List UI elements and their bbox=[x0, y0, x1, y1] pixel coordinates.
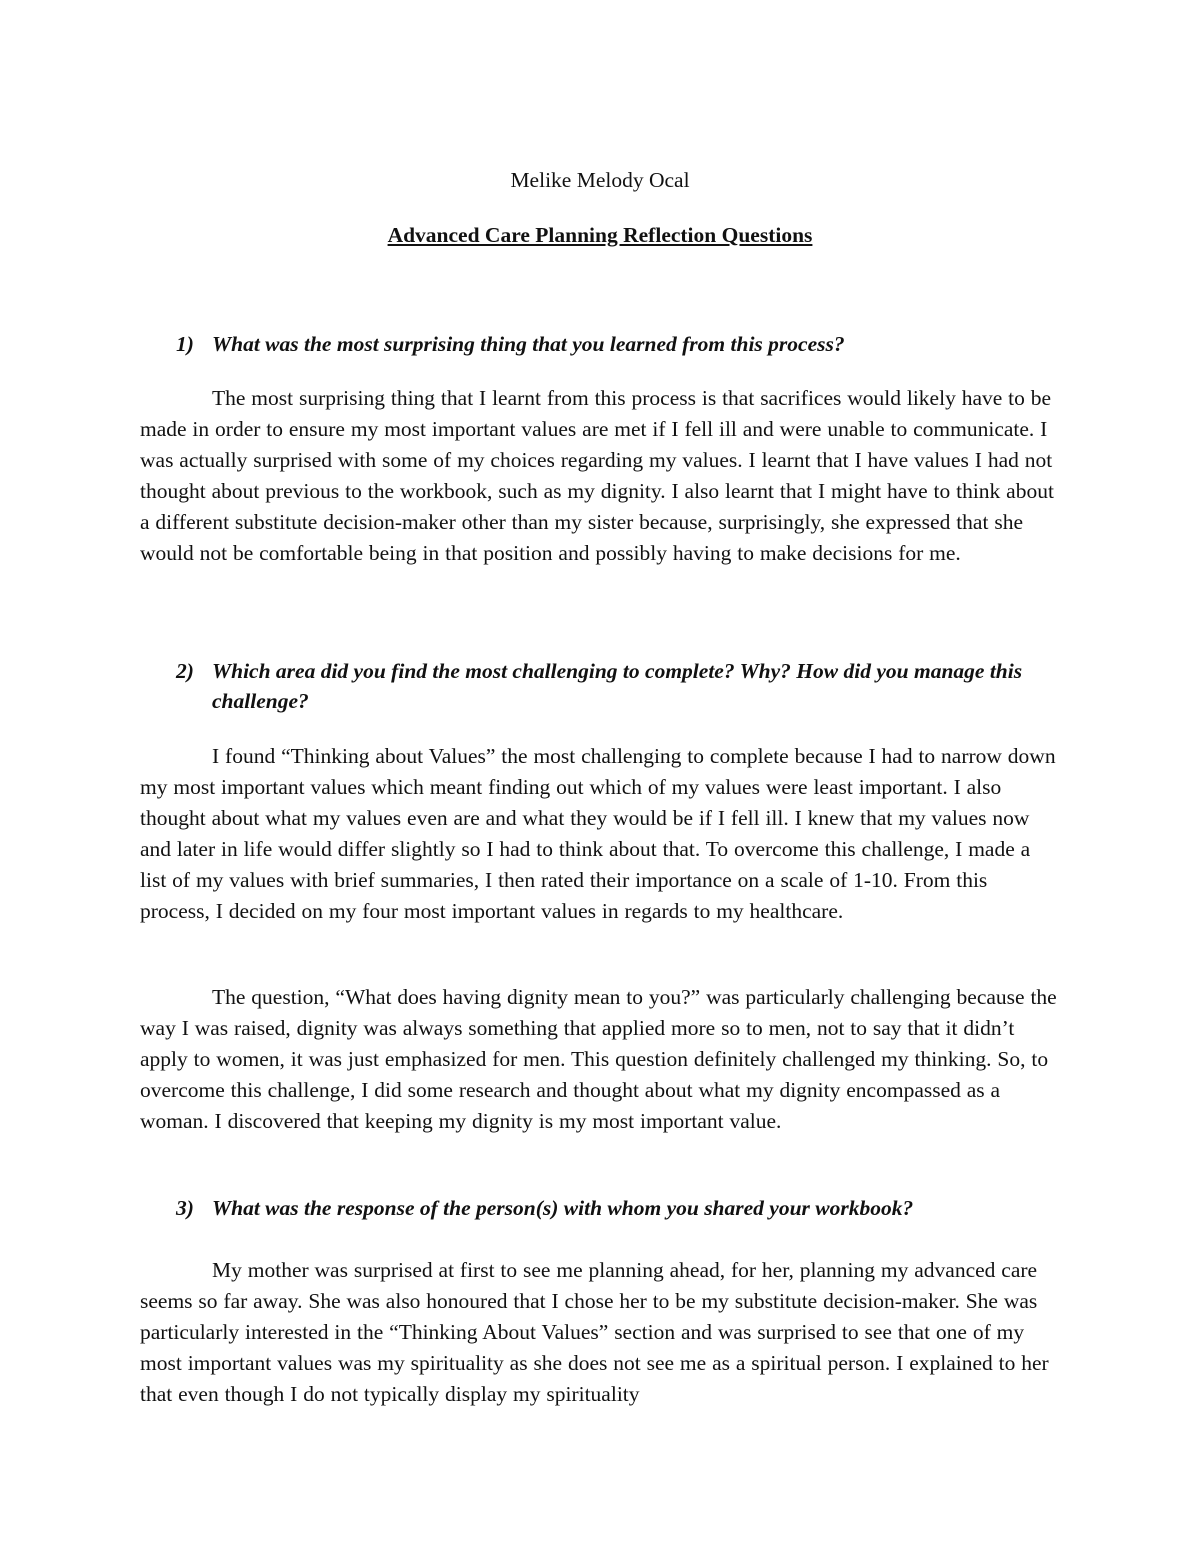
question-number: 1) bbox=[176, 332, 194, 356]
question-text: What was the response of the person(s) with whom you shared your workbook? bbox=[212, 1196, 914, 1220]
question-text: Which area did you find the most challenging to complete? Why? How did you manage this challenge? bbox=[212, 659, 1023, 713]
answer-paragraph: The most surprising thing that I learnt from this process is that sacrifices would likely have to be made in order to ensure my most important values are met if I fell ill and were unable to communicate. I was actually surprised with some of my choices regarding my values. I learnt that I have values I had not thought about previous to the workbook, such as my dignity. I also learnt that I might have to think about a different substitute decision-maker other than my sister because, surprisingly, she expressed that she would not be comfortable being in that position and possibly having to make decisions for me. bbox=[140, 386, 1054, 565]
question-text: What was the most surprising thing that you learned from this process? bbox=[212, 332, 845, 356]
question-number: 2) bbox=[176, 659, 194, 683]
question-number: 3) bbox=[176, 1196, 194, 1220]
question-1 bbox=[176, 329, 1076, 359]
answer-paragraph: I found “Thinking about Values” the most challenging to complete because I had to narrow down my most important values which meant finding out which of my values were least important. I also thought about what my values even are and what they would be if I fell ill. I knew that my values now and later in life would differ slightly so I had to think about that. To overcome this challenge, I made a list of my values with brief summaries, I then rated their importance on a scale of 1-10. From this process, I decided on my four most important values in regards to my healthcare. bbox=[140, 744, 1056, 923]
author-name: Melike Melody Ocal bbox=[510, 168, 690, 192]
question-2 bbox=[176, 656, 1076, 716]
question-3 bbox=[176, 1193, 1076, 1223]
answer-paragraph: My mother was surprised at first to see me planning ahead, for her, planning my advanced care seems so far away. She was also honoured that I chose her to be my substitute decision-maker. She was particularly interested in the “Thinking About Values” section and was surprised to see that one of my most important values was my spirituality as she does not see me as a spiritual person. I explained to her that even though I do not typically display my spirituality bbox=[140, 1258, 1049, 1406]
answer-paragraph: The question, “What does having dignity mean to you?” was particularly challenging because the way I was raised, dignity was always something that applied more so to men, not to say that it didn’t apply to women, it was just emphasized for men. This question definitely challenged my thinking. So, to overcome this challenge, I did some research and thought about what my dignity encompassed as a woman. I discovered that keeping my dignity is my most important value. bbox=[140, 985, 1057, 1133]
document-title: Advanced Care Planning Reflection Questions bbox=[387, 223, 813, 247]
